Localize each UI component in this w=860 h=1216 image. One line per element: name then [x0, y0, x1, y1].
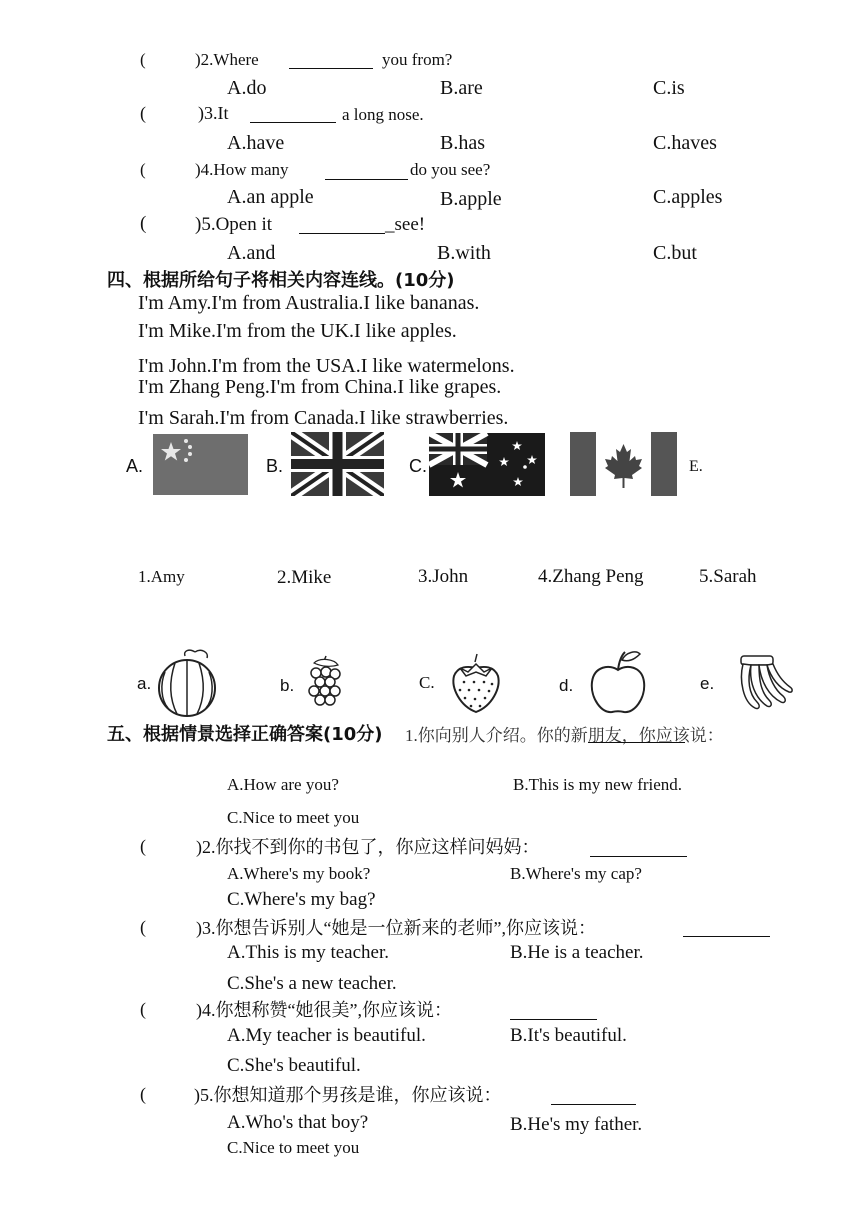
watermelon-image: [155, 646, 221, 718]
s5-q4-stem: )4.你想称赞“她很美”,你应该说：: [196, 1000, 452, 1020]
grapes-image: [304, 655, 346, 711]
q4-option-b: B.apple: [440, 188, 502, 210]
name-sarah: 5.Sarah: [699, 566, 757, 587]
q2-option-c: C.is: [653, 77, 685, 99]
q5-option-c: C.but: [653, 242, 697, 264]
q4-option-a: A.an apple: [227, 186, 314, 208]
s5-q5-option-b: B.He's my father.: [510, 1114, 643, 1135]
q3-option-b: B.has: [440, 132, 485, 154]
s5-q2-answer-blank[interactable]: [590, 856, 687, 857]
s5-q1-option-b: B.This is my new friend.: [513, 775, 683, 794]
s5-q4-option-c: C.She's beautiful.: [227, 1055, 361, 1076]
sentence-zhang-peng: I'm Zhang Peng.I'm from China.I like grapes.: [138, 376, 502, 398]
australia-flag-image: [429, 433, 545, 496]
sentence-sarah: I'm Sarah.I'm from Canada.I like strawberries.: [138, 407, 509, 429]
strawberry-image: [448, 652, 504, 714]
fruit-label-c: C.: [419, 673, 435, 692]
q5-answer-blank[interactable]: [299, 233, 385, 234]
s5-q5-stem: )5.你想知道那个男孩是谁，你应该说：: [194, 1085, 502, 1105]
flag-label-b: B.: [266, 456, 284, 476]
s5-q4-answer-blank[interactable]: [510, 1019, 597, 1020]
s5-q1-option-a: A.How are you?: [227, 775, 339, 794]
canada-flag-image: [570, 432, 677, 496]
name-mike: 2.Mike: [277, 567, 332, 588]
q5-option-a: A.and: [227, 242, 276, 264]
sentence-amy: I'm Amy.I'm from Australia.I like bananas.: [138, 292, 480, 314]
s5-q3-paren: (: [140, 917, 146, 937]
s5-q5-option-c: C.Nice to meet you: [227, 1138, 360, 1157]
sentence-mike: I'm Mike.I'm from the UK.I like apples.: [138, 320, 457, 342]
q3-stem: )3.It: [198, 103, 229, 123]
q3-paren: (: [140, 103, 146, 123]
q5-stem: )5.Open it: [195, 214, 273, 235]
s5-q2-option-b: B.Where's my cap?: [510, 864, 642, 883]
q5-paren: (: [140, 213, 147, 234]
s5-q3-stem: )3.你想告诉别人“她是一位新来的老师”,你应该说：: [196, 918, 596, 938]
s5-q2-option-a: A.Where's my book?: [227, 864, 371, 883]
name-john: 3.John: [418, 566, 469, 587]
q2-paren: (: [140, 50, 146, 69]
s5-q2-option-c: C.Where's my bag?: [227, 889, 376, 910]
q4-answer-blank[interactable]: [325, 179, 408, 180]
s5-q1-answer-blank[interactable]: [588, 742, 685, 743]
s5-q4-option-b: B.It's beautiful.: [510, 1025, 627, 1046]
q4-paren: (: [140, 160, 146, 179]
flag-label-c: C.: [409, 456, 427, 476]
q2-option-b: B.are: [440, 77, 483, 99]
s5-q5-paren: (: [140, 1084, 146, 1104]
bananas-image: [735, 650, 795, 712]
fruit-label-d: d.: [559, 676, 574, 695]
s5-q3-option-a: A.This is my teacher.: [227, 942, 389, 963]
uk-flag-image: [291, 432, 384, 496]
name-amy: 1.Amy: [138, 567, 185, 586]
name-zhang-peng: 4.Zhang Peng: [538, 566, 644, 587]
section4-heading: 四、根据所给句子将相关内容连线。(10分): [107, 270, 455, 291]
s5-q5-answer-blank[interactable]: [551, 1104, 636, 1105]
s5-q1-stem: 1.你向别人介绍。你的新朋友，你应该说：: [405, 726, 724, 745]
s5-q3-answer-blank[interactable]: [683, 936, 770, 937]
s5-q4-paren: (: [140, 999, 146, 1019]
q3-stem-end: a long nose.: [342, 105, 424, 124]
q2-answer-blank[interactable]: [289, 68, 373, 69]
s5-q3-option-c: C.She's a new teacher.: [227, 973, 397, 994]
q3-option-a: A.have: [227, 132, 285, 154]
s5-q2-paren: (: [140, 836, 146, 856]
fruit-label-b: b.: [280, 676, 295, 695]
flag-label-a: A.: [126, 456, 144, 476]
fruit-label-e: e.: [700, 674, 715, 693]
s5-q5-option-a: A.Who's that boy?: [227, 1112, 369, 1133]
fruit-label-a: a.: [137, 674, 152, 693]
q2-stem: )2.Where: [195, 50, 259, 69]
q2-stem-end: you from?: [382, 50, 453, 69]
sentence-john: I'm John.I'm from the USA.I like watermelons.: [138, 355, 515, 377]
section5-heading: 五、根据情景选择正确答案(10分): [107, 724, 383, 745]
q4-option-c: C.apples: [653, 186, 723, 208]
q4-stem: )4.How many: [195, 160, 289, 179]
flag-label-e: E.: [689, 458, 703, 475]
s5-q3-option-b: B.He is a teacher.: [510, 942, 644, 963]
s5-q4-option-a: A.My teacher is beautiful.: [227, 1025, 426, 1046]
china-flag-image: [153, 434, 248, 495]
q5-option-b: B.with: [437, 242, 491, 264]
q3-option-c: C.haves: [653, 132, 717, 154]
q2-option-a: A.do: [227, 77, 267, 99]
q5-stem-end: _see!: [385, 214, 426, 235]
q4-stem-end: do you see?: [410, 160, 491, 179]
s5-q2-stem: )2.你找不到你的书包了，你应这样问妈妈：: [196, 837, 540, 857]
s5-q1-option-c: C.Nice to meet you: [227, 808, 360, 827]
apple-image: [588, 648, 650, 716]
q3-answer-blank[interactable]: [250, 122, 336, 123]
